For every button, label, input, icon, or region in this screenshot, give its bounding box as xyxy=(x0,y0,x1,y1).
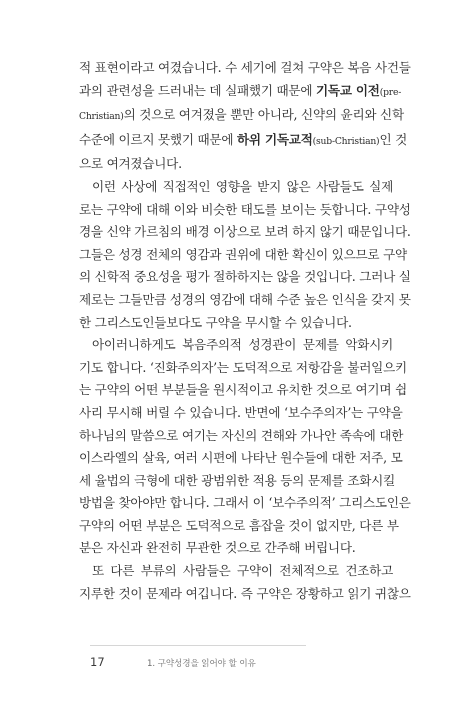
text-line: 로는 구약에 대해 이와 비슷한 태도를 보이는 듯합니다. 구약성 xyxy=(79,201,411,217)
text-run: 의 것으로 여겨졌을 뿐만 아니라, 신약의 윤리와 신학 xyxy=(123,107,404,123)
page-number: 17 xyxy=(90,655,105,669)
paragraph-4 xyxy=(79,560,411,605)
text-line: 아이러니하게도 복음주의적 성경관이 문제를 악화시키 xyxy=(92,337,393,353)
text-line: 분은 자신과 완전히 무관한 것으로 간주해 버립니다. xyxy=(79,540,356,556)
paragraph-1 xyxy=(79,57,411,176)
text-line: 또 다른 부류의 사람들은 구약이 전체적으로 건조하고 xyxy=(92,563,393,579)
text-line: 이런 사상에 직접적인 영향을 받지 않은 사람들도 실제 xyxy=(92,178,393,194)
text-line: 그들은 성경 전체의 영감과 권위에 대한 확신이 있으므로 구약 xyxy=(79,246,407,262)
bold-term-pre-christian: 기독교 이전 xyxy=(316,82,380,98)
bold-term-sub-christian: 하위 기독교적 xyxy=(237,131,313,147)
english-gloss: (pre- xyxy=(379,86,402,98)
text-run: 인 것 xyxy=(379,131,408,147)
text-line xyxy=(79,104,404,129)
text-line: 으로 여겨졌습니다. xyxy=(79,156,182,172)
text-line: 기도 합니다. ‘진화주의자’는 도덕적으로 저항감을 불러일으키 xyxy=(79,359,407,375)
text-line: 사리 무시해 버릴 수 있습니다. 반면에 ‘보수주의자’는 구약을 xyxy=(79,404,403,420)
text-line xyxy=(79,80,402,105)
running-head: 1. 구약성경을 읽어야 할 이유 xyxy=(147,659,256,669)
text-line xyxy=(79,129,408,154)
text-line: 세 율법의 극형에 대한 광범위한 적용 등의 문제를 조화시킬 xyxy=(79,472,395,488)
text-line: 하나님의 말씀으로 여기는 자신의 견해와 가나안 족속에 대한 xyxy=(79,427,404,443)
text-line: 이스라엘의 살육, 여러 시편에 나타난 원수들에 대한 저주, 모 xyxy=(79,450,403,466)
text-line: 구약의 어떤 부분은 도덕적으로 흠잡을 것이 없지만, 다른 부 xyxy=(79,517,399,533)
text-run: 과의 관련성을 드러내는 데 실패했기 때문에 xyxy=(79,82,316,98)
text-line: 의 신학적 중요성을 평가 절하하지는 않을 것입니다. 그러나 실 xyxy=(79,269,411,285)
text-line: 적 표현이라고 여겼습니다. 수 세기에 걸쳐 구약은 복음 사건들 xyxy=(79,60,411,75)
paragraph-2 xyxy=(79,176,411,334)
text-run: 수준에 이르지 못했기 때문에 xyxy=(79,131,237,147)
paragraph-3 xyxy=(79,334,411,560)
text-line: 는 구약의 어떤 부분들을 원시적이고 유치한 것으로 여기며 쉽 xyxy=(79,382,407,398)
english-gloss: (sub-Christian) xyxy=(312,135,380,147)
footer-divider xyxy=(90,645,306,646)
text-line: 제로는 그들만큼 성경의 영감에 대해 수준 높은 인식을 갖지 못 xyxy=(79,291,411,307)
text-line: 방법을 찾아야만 합니다. 그래서 이 ‘보수주의적’ 그리스도인은 xyxy=(79,495,411,511)
text-line: 한 그리스도인들보다도 구약을 무시할 수 있습니다. xyxy=(79,314,352,330)
body-text xyxy=(79,57,411,605)
text-line: 경을 신약 가르침의 배경 이상으로 보려 하지 않기 때문입니다. xyxy=(79,224,411,240)
english-gloss: Christian) xyxy=(79,111,124,123)
text-line: 지루한 것이 문제라 여깁니다. 즉 구약은 장황하고 읽기 귀찮으 xyxy=(79,585,411,601)
